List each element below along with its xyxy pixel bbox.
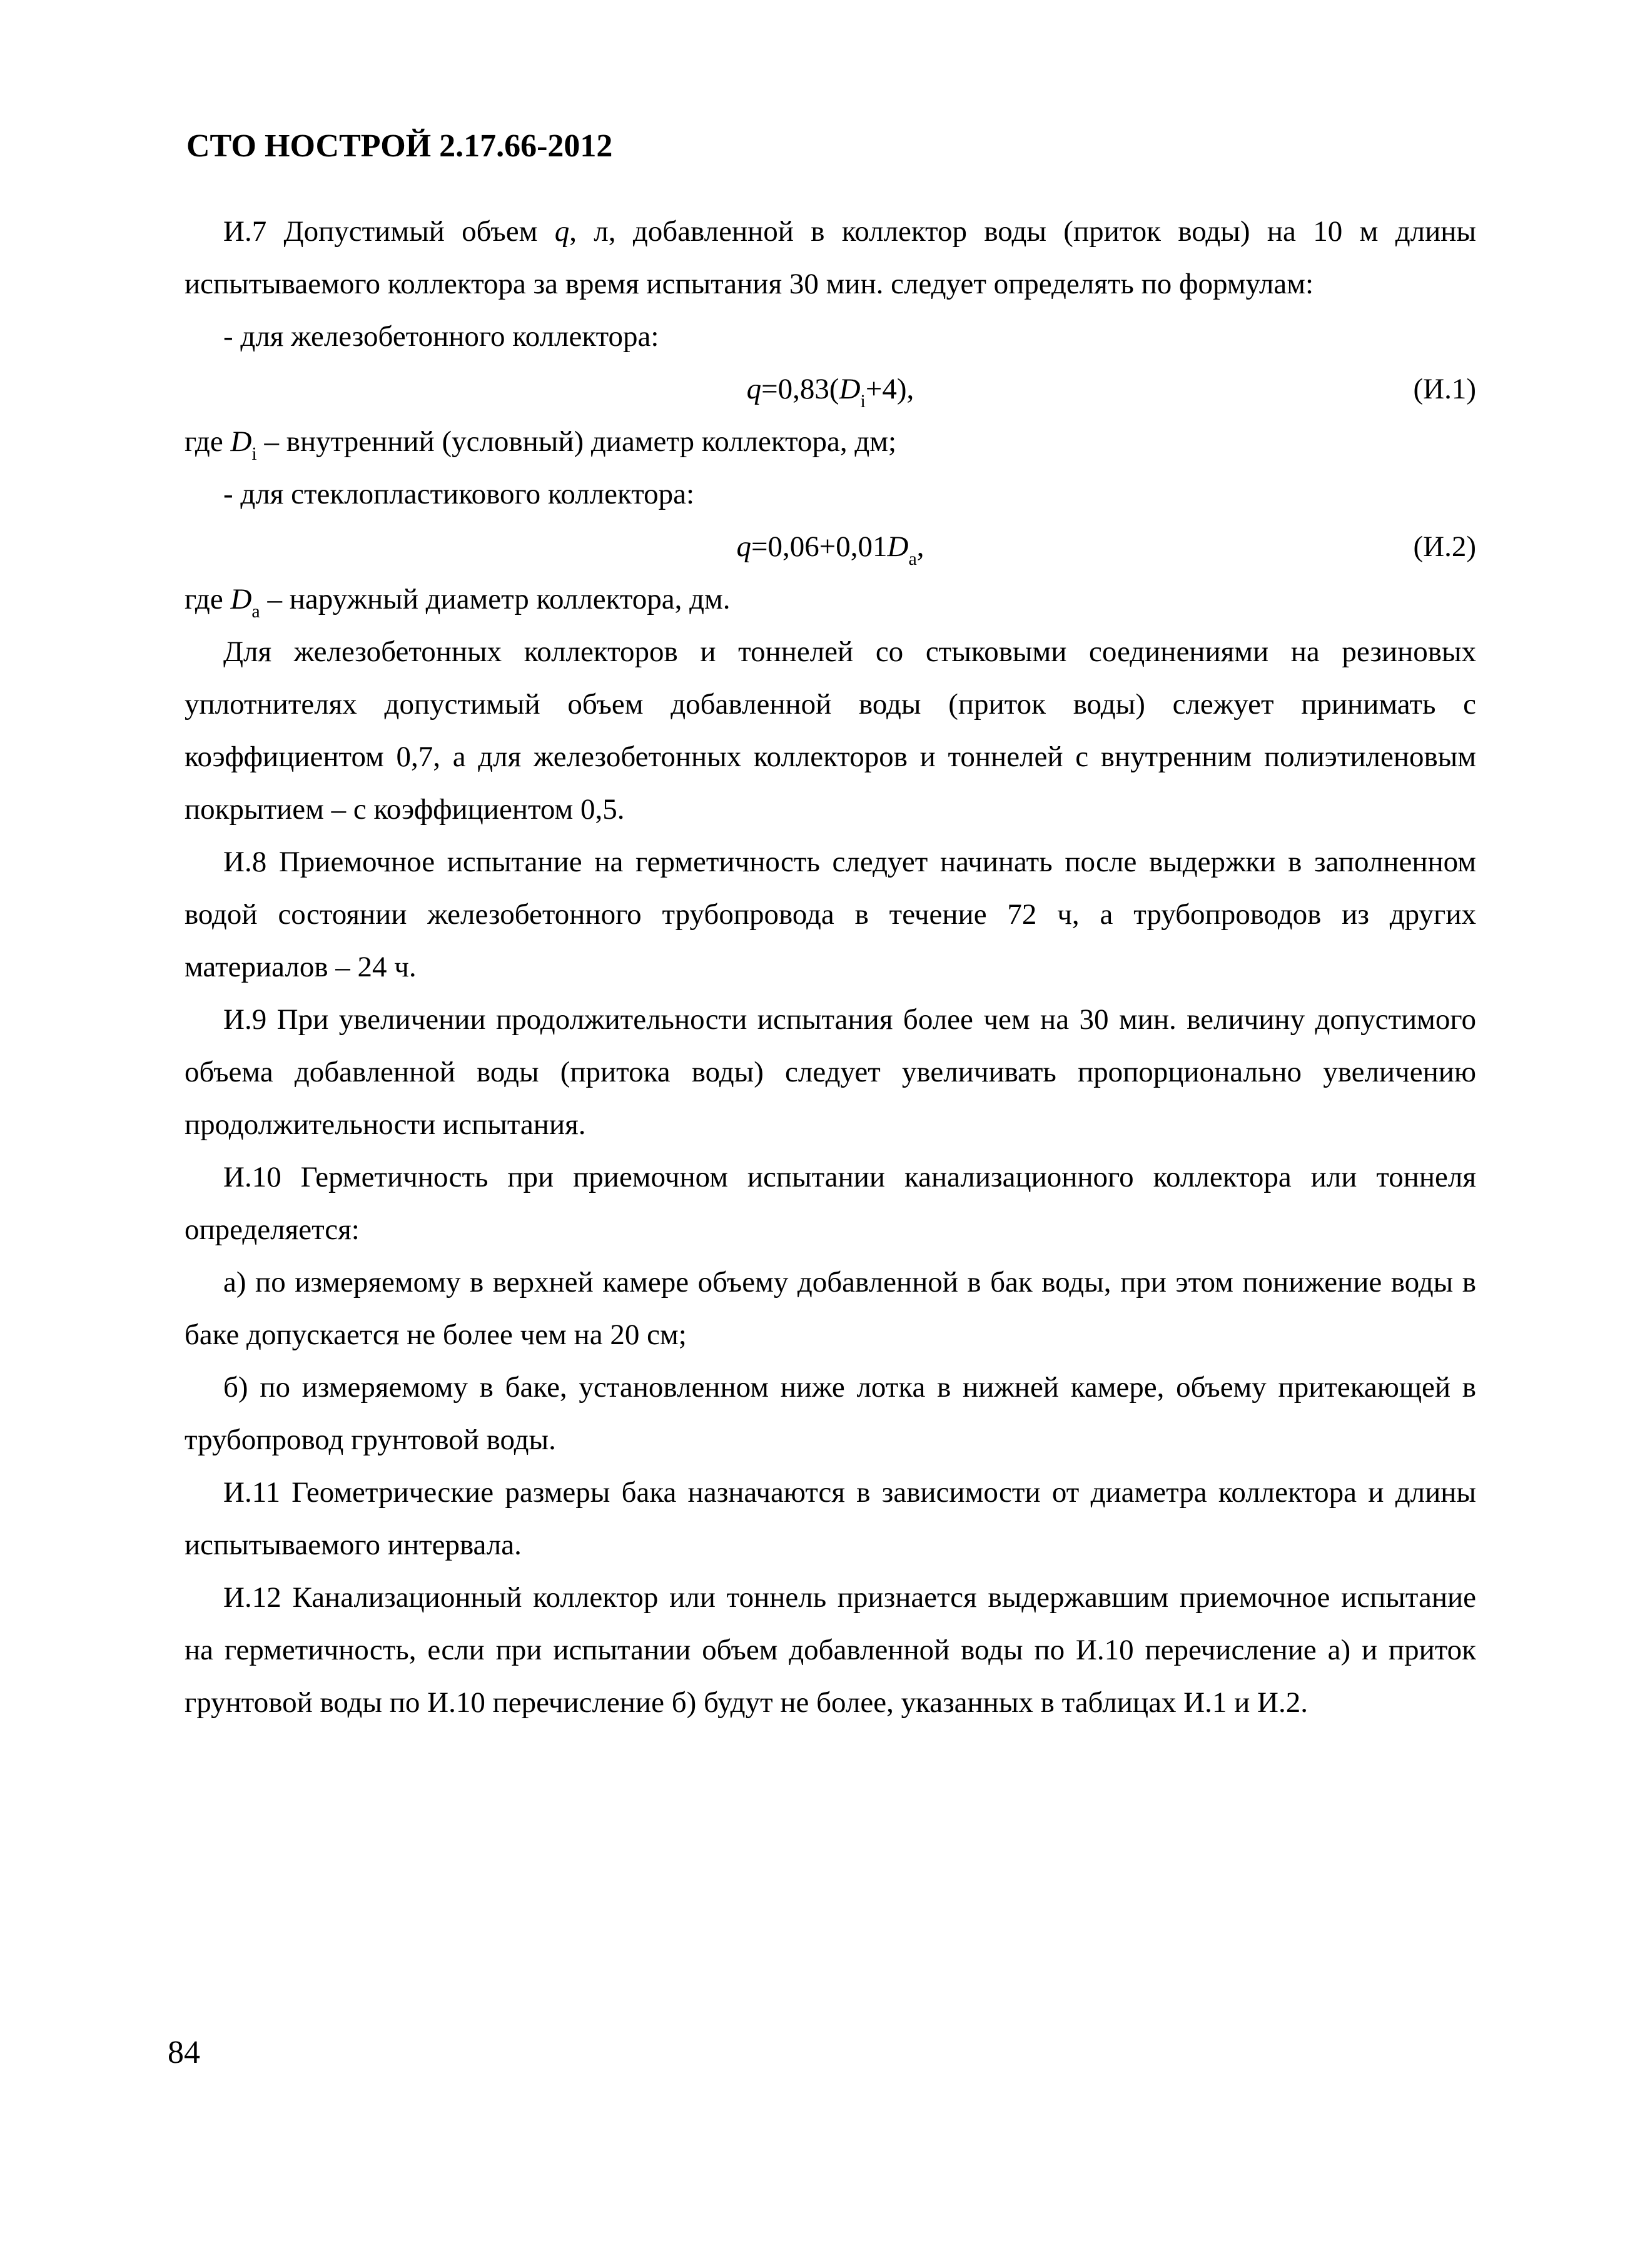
paragraph-i10-item-a: а) по измеряемому в верхней камере объему добавленной в бак воды, при этом понижение воды в баке допускается не более чем на 20 см; (185, 1266, 1476, 1351)
formula-i2-number: (И.2) (1413, 530, 1476, 563)
paragraph-i11: И.11 Геометрические размеры бака назначаются в зависимости от диаметра коллектора и длины испытываемого интервала. (185, 1476, 1476, 1561)
paragraph-i10-item-b: б) по измеряемому в баке, установленном ниже лотка в нижней камере, объему притекающей в трубопровод грунтовой воды. (185, 1371, 1476, 1456)
paragraph-i7: И.7 Допустимый объем q, л, добавленной в коллектор воды (приток воды) на 10 м длины испытываемого коллектора за время испытания 30 мин. следует определять по формулам: (185, 215, 1476, 300)
formula-i1-row (185, 363, 1476, 415)
list-item-concrete-collector: - для железобетонного коллектора: (223, 320, 659, 353)
page-number: 84 (168, 2035, 200, 2070)
paragraph-i12: И.12 Канализационный коллектор или тоннель признается выдержавшим приемочное испытание на герметичность, если при испытании объем добавленной воды по И.10 перечисление а) и приток грунтовой воды по И.10 перечисление б) будут не более, указанных в таблицах И.1 и И.2. (185, 1581, 1476, 1719)
paragraph-coefficients: Для железобетонных коллекторов и тоннелей со стыковыми соединениями на резиновых уплотнителях допустимый объем добавленной воды (приток воды) слежует принимать с коэффициентом 0,7, а для железобетонных коллекторов и тоннелей с внутренним полиэтиленовым покрытием – с коэффициентом 0,5. (185, 635, 1476, 826)
paragraph-i8: И.8 Приемочное испытание на герметичность следует начинать после выдержки в заполненном водой состоянии железобетонного трубопровода в течение 72 ч, а трубопроводов из других материалов – 24 ч. (185, 846, 1476, 983)
list-item-frp-collector: - для стеклопластикового коллектора: (223, 478, 695, 510)
formula-i1-number: (И.1) (1413, 373, 1476, 405)
formula-i2: $q=0,06+0,01D_a$, (736, 530, 924, 569)
paragraph-i10: И.10 Герметичность при приемочном испытании канализационного коллектора или тоннеля определяется: (185, 1161, 1476, 1246)
paragraph-i9: И.9 При увеличении продолжительности испытания более чем на 30 мин. величину допустимого объема добавленной воды (притока воды) следует увеличивать пропорционально увеличению продолжительности испытания. (185, 1003, 1476, 1141)
formula-i2-row (185, 520, 1476, 573)
where-clause-d-inner: где $D_i$ – внутренний (условный) диаметр коллектора, дм; (185, 425, 897, 464)
where-clause-d-outer: где $D_a$ – наружный диаметр коллектора, дм. (185, 583, 731, 622)
document-header: СТО НОСТРОЙ 2.17.66-2012 (186, 128, 613, 164)
formula-i1: $q=0,83(D_i+4)$, (746, 373, 914, 412)
document-body (185, 205, 1476, 1729)
